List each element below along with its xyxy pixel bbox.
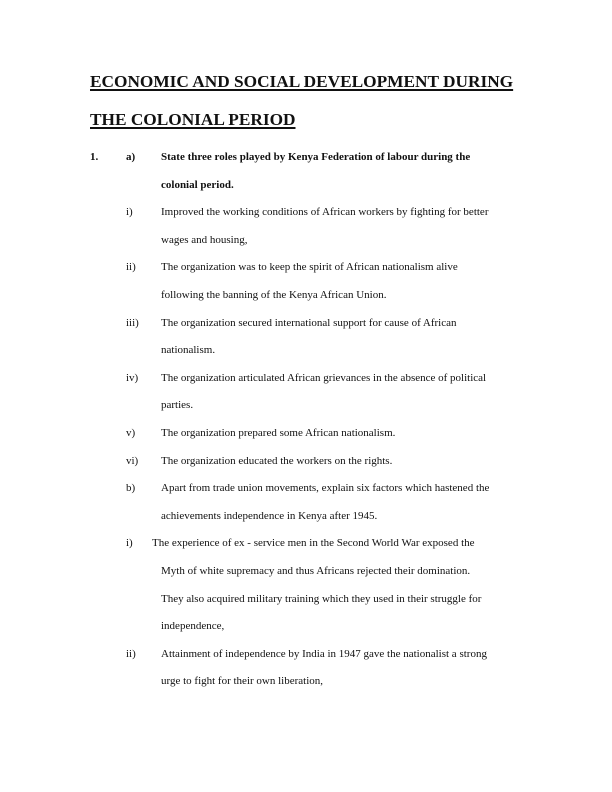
- answer-text: The organization prepared some African nationalism.: [161, 426, 396, 439]
- text-line: [0, 558, 612, 586]
- text-line: [0, 310, 612, 338]
- text-line: [0, 668, 612, 696]
- question-text: achievements independence in Kenya after 1945.: [161, 509, 378, 522]
- answer-text: They also acquired military training which they used in their struggle for: [161, 592, 482, 605]
- answer-marker: v): [126, 426, 136, 439]
- text-line: [0, 144, 612, 172]
- text-line: [0, 337, 612, 365]
- text-line: [0, 365, 612, 393]
- answer-text: The experience of ex - service men in the Second World War exposed the: [152, 537, 475, 550]
- text-line: [0, 530, 612, 558]
- text-line: [0, 641, 612, 669]
- answer-text: independence,: [161, 620, 225, 633]
- answer-text: The organization articulated African grievances in the absence of political: [161, 371, 487, 384]
- text-line: [0, 475, 612, 503]
- document-title-line-2: THE COLONIAL PERIOD: [90, 110, 296, 129]
- text-line: [0, 254, 612, 282]
- answer-text: parties.: [161, 399, 194, 412]
- answer-text: The organization was to keep the spirit of African nationalism alive: [161, 261, 458, 274]
- question-number: 1.: [90, 151, 99, 163]
- answer-marker: iv): [126, 371, 139, 384]
- answer-text: Attainment of independence by India in 1947 gave the nationalist a strong: [161, 647, 487, 660]
- question-text: colonial period.: [161, 178, 234, 191]
- text-line: [0, 227, 612, 255]
- part-marker: a): [126, 151, 136, 163]
- question-text: Apart from trade union movements, explain six factors which hastened the: [161, 482, 490, 495]
- text-line: [0, 503, 612, 531]
- text-line: [0, 172, 612, 200]
- answer-marker: ii): [126, 261, 136, 274]
- answer-text: The organization educated the workers on the rights.: [161, 454, 393, 467]
- answer-marker: iii): [126, 316, 139, 329]
- text-line: [0, 392, 612, 420]
- document-title-line-1: ECONOMIC AND SOCIAL DEVELOPMENT DURING: [90, 72, 514, 91]
- text-line: [0, 199, 612, 227]
- answer-text: wages and housing,: [161, 233, 248, 246]
- question-text: State three roles played by Kenya Federation of labour during the: [161, 151, 471, 163]
- text-line: [0, 282, 612, 310]
- answer-text: Improved the working conditions of African workers by fighting for better: [161, 206, 489, 219]
- answer-text: Myth of white supremacy and thus Africans rejected their domination.: [161, 564, 471, 577]
- answer-text: following the banning of the Kenya African Union.: [161, 288, 387, 301]
- text-line: [0, 448, 612, 476]
- answer-marker: ii): [126, 647, 136, 660]
- answer-marker: vi): [126, 454, 139, 467]
- answer-text: nationalism.: [161, 344, 216, 357]
- part-marker: b): [126, 482, 136, 495]
- text-line: [0, 586, 612, 614]
- document-body: [0, 144, 612, 696]
- answer-marker: i): [126, 537, 133, 550]
- answer-text: urge to fight for their own liberation,: [161, 675, 324, 688]
- text-line: [0, 613, 612, 641]
- text-line: [0, 420, 612, 448]
- answer-text: The organization secured international support for cause of African: [161, 316, 457, 329]
- answer-marker: i): [126, 206, 133, 219]
